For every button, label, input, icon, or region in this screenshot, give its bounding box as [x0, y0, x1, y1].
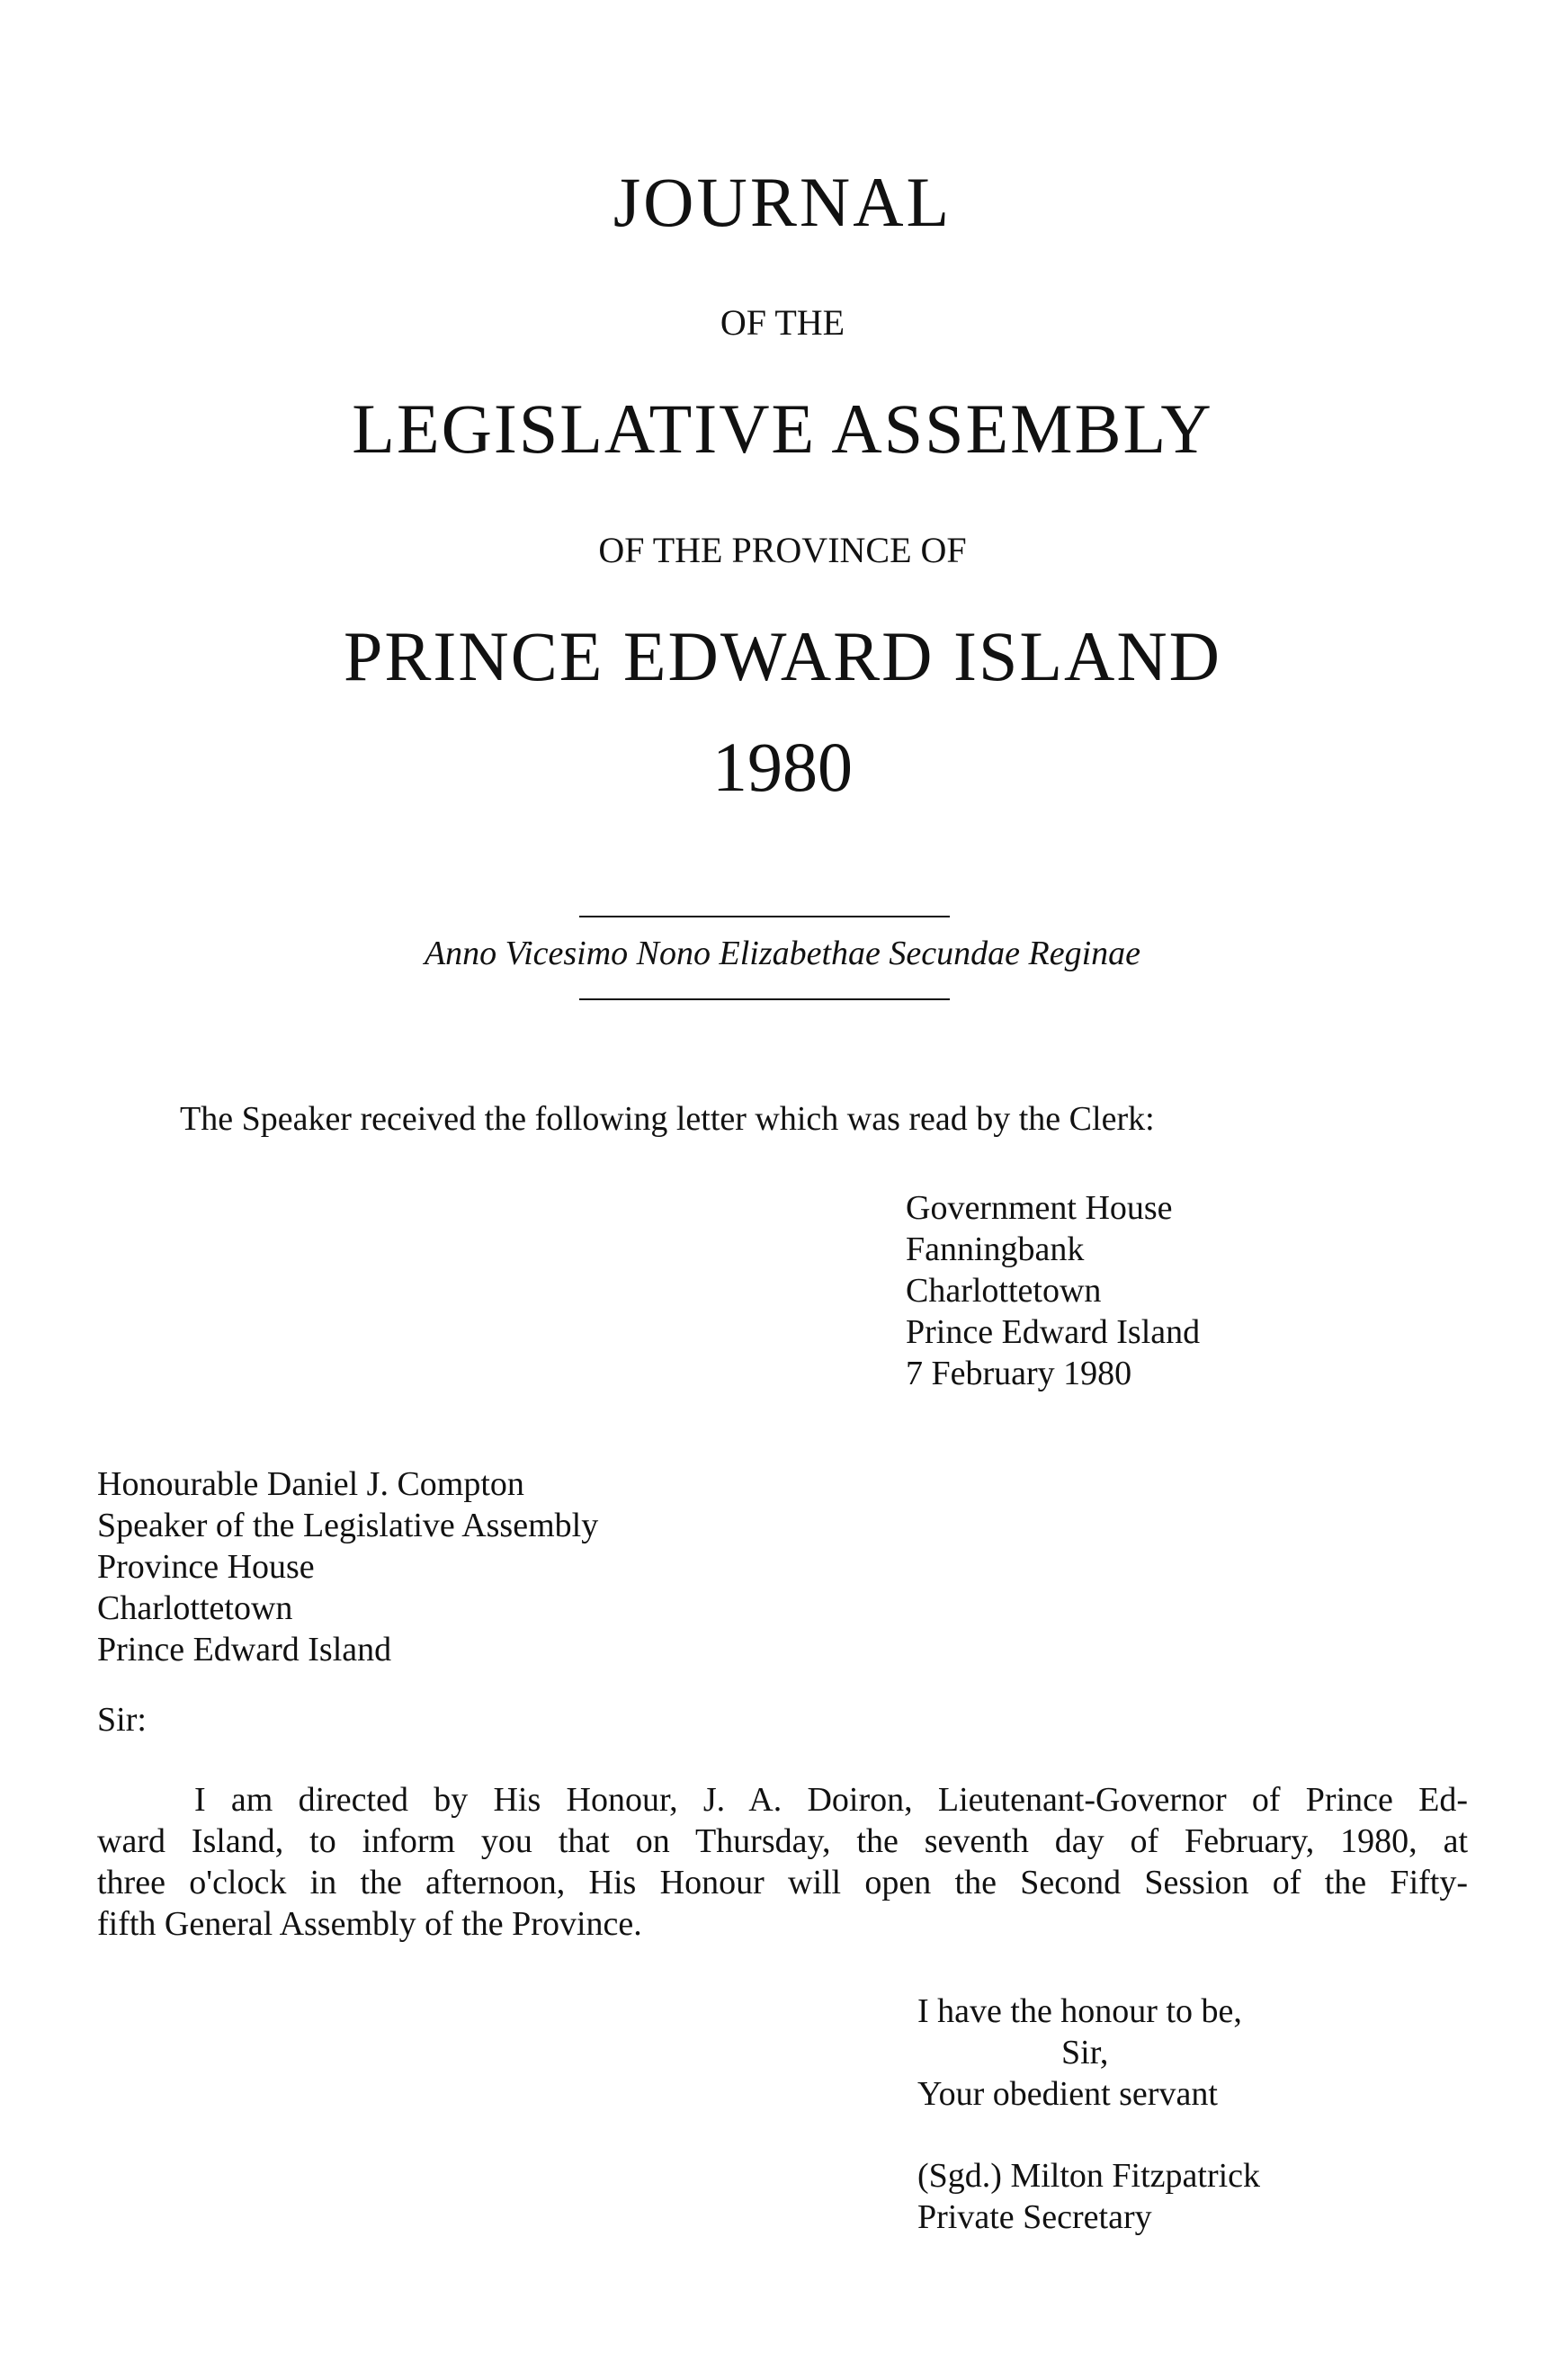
signature-block — [917, 2155, 1260, 2238]
closing-line: I have the honour to be, — [917, 1992, 1242, 2030]
recipient-address-line: Honourable Daniel J. Compton — [97, 1465, 524, 1503]
body-line: three o'clock in the afternoon, His Honour will open the Second Session of the Fifty- — [97, 1864, 1468, 1901]
bottom-rule-divider — [579, 998, 950, 1000]
body-line: fifth General Assembly of the Province. — [97, 1905, 642, 1943]
closing-line: Your obedient servant — [917, 2075, 1218, 2113]
top-rule-divider — [579, 916, 950, 917]
sender-address-line: Government House — [906, 1189, 1173, 1227]
sender-address-line: Prince Edward Island — [906, 1313, 1201, 1351]
sender-address — [906, 1187, 1200, 1394]
salutation: Sir: — [97, 1701, 147, 1739]
sender-address-line: Fanningbank — [906, 1230, 1085, 1268]
recipient-address-line: Province House — [97, 1548, 315, 1586]
of-the-line: OF THE — [720, 302, 845, 343]
recipient-address-line: Speaker of the Legislative Assembly — [97, 1507, 599, 1544]
year-title: 1980 — [712, 728, 853, 806]
province-title: PRINCE EDWARD ISLAND — [344, 617, 1221, 695]
regnal-year-line: Anno Vicesimo Nono Elizabethae Secundae Reginae — [424, 935, 1141, 972]
sender-address-line: Charlottetown — [906, 1272, 1102, 1310]
recipient-address — [97, 1463, 598, 1670]
signature-title: Private Secretary — [917, 2198, 1152, 2236]
intro-sentence: The Speaker received the following letter which was read by the Clerk: — [180, 1100, 1155, 1138]
recipient-address-line: Charlottetown — [97, 1589, 293, 1627]
recipient-address-line: Prince Edward Island — [97, 1631, 392, 1669]
signature-name: (Sgd.) Milton Fitzpatrick — [917, 2157, 1261, 2195]
closing-sir: Sir, — [1061, 2034, 1109, 2071]
journal-title: JOURNAL — [613, 163, 952, 241]
body-line: I am directed by His Honour, J. A. Doiron, Lieutenant-Governor of Prince Ed- — [194, 1781, 1468, 1819]
body-line: ward Island, to inform you that on Thursday, the seventh day of February, 1980, at — [97, 1822, 1468, 1860]
assembly-title: LEGISLATIVE ASSEMBLY — [352, 389, 1213, 468]
letter-body-paragraph — [97, 1779, 1468, 1945]
of-the-province-line: OF THE PROVINCE OF — [598, 530, 967, 570]
letter-date: 7 February 1980 — [906, 1355, 1132, 1392]
